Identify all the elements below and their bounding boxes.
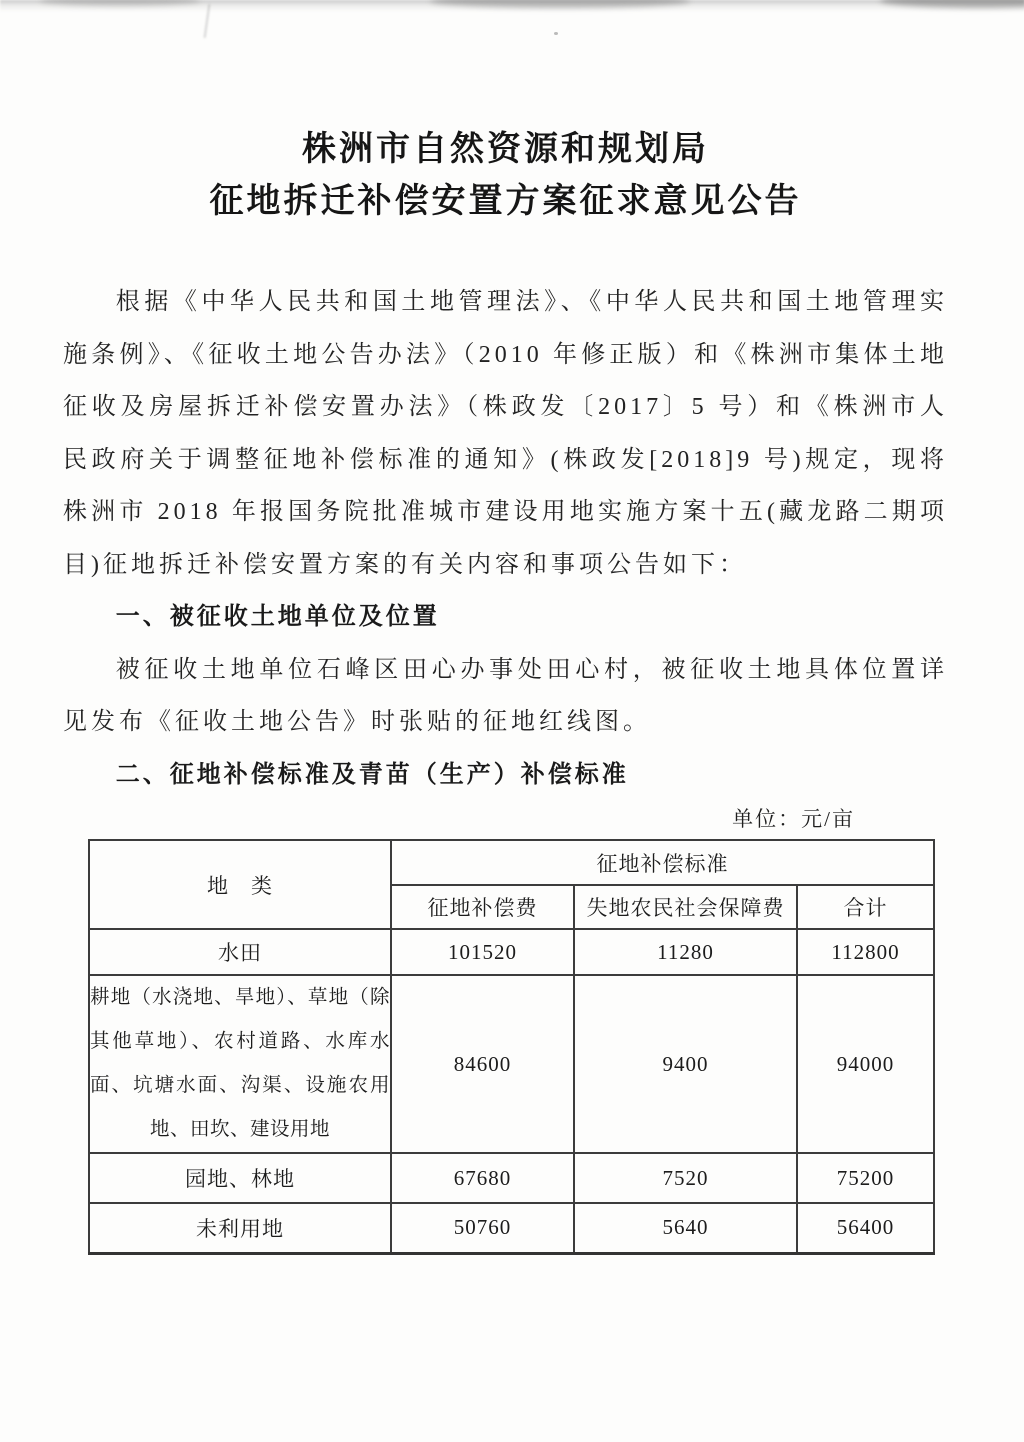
land-type-cell: 园地、林地 [89, 1153, 391, 1203]
land-type-cell: 未利用地 [89, 1203, 391, 1253]
land-type-line: 其他草地）、农村道路、水库水 [90, 1031, 390, 1052]
total-header-cell: 合计 [797, 885, 934, 929]
social-security-cell: 9400 [574, 975, 797, 1153]
table-row [89, 1203, 934, 1253]
section-1-heading: 一、被征收土地单位及位置 [115, 604, 440, 630]
table-row [89, 929, 934, 975]
social-security-cell: 5640 [574, 1203, 797, 1253]
compensation-fee-cell: 84600 [391, 975, 574, 1153]
total-cell: 75200 [797, 1153, 934, 1203]
land-type-line: 地、田坎、建设用地 [149, 1119, 330, 1140]
land-type-cell [89, 975, 391, 1153]
unit-label: 单位：元/亩 [732, 807, 855, 831]
total-cell: 94000 [797, 975, 934, 1153]
group-header-cell: 征地补偿标准 [391, 840, 934, 885]
total-cell: 56400 [797, 1203, 934, 1253]
section-2-heading: 二、征地补偿标准及青苗（生产）补偿标准 [115, 761, 629, 788]
compensation-fee-cell: 50760 [391, 1203, 574, 1253]
table-header-row-1 [89, 840, 934, 885]
land-type-line: 耕地（水浇地、旱地）、草地（除 [90, 987, 390, 1008]
title-line-1: 株洲市自然资源和规划局 [302, 131, 709, 168]
compensation-fee-header-cell: 征地补偿费 [391, 885, 574, 929]
title-line-2: 征地拆迁补偿安置方案征求意见公告 [209, 183, 802, 220]
total-cell: 112800 [797, 929, 934, 975]
land-type-line: 面、坑塘水面、沟渠、设施农用 [90, 1075, 390, 1096]
land-type-cell: 水田 [89, 929, 391, 975]
social-security-cell: 11280 [574, 929, 797, 975]
compensation-fee-cell: 101520 [391, 929, 574, 975]
intro-paragraph: 根据《中华人民共和国土地管理法》、《中华人民共和国土地管理实施条例》、《征收土地公告办法》（2010 年修正版）和《株洲市集体土地征收及房屋拆迁补偿安置办法》（株政发〔2017〕5 号）和《株洲市人民政府关于调整征地补偿标准的通知》(株政发[2018]9 号)规定，现将株洲市 2018 年报国务院批准城市建设用地实施方案十五(藏龙路二期项目)征地拆迁补偿安置方案的有关内容和事项公告如下： [63, 289, 948, 578]
section-1-paragraph: 被征收土地单位石峰区田心办事处田心村，被征收土地具体位置详见发布《征收土地公告》时张贴的征地红线图。 [63, 656, 948, 735]
compensation-table [88, 839, 935, 1255]
page-title [63, 124, 948, 228]
table-row [89, 1153, 934, 1203]
table-row [89, 975, 934, 1153]
land-type-header-cell: 地 类 [89, 840, 391, 929]
compensation-fee-cell: 67680 [391, 1153, 574, 1203]
social-security-header-cell: 失地农民社会保障费 [574, 885, 797, 929]
social-security-cell: 7520 [574, 1153, 797, 1203]
